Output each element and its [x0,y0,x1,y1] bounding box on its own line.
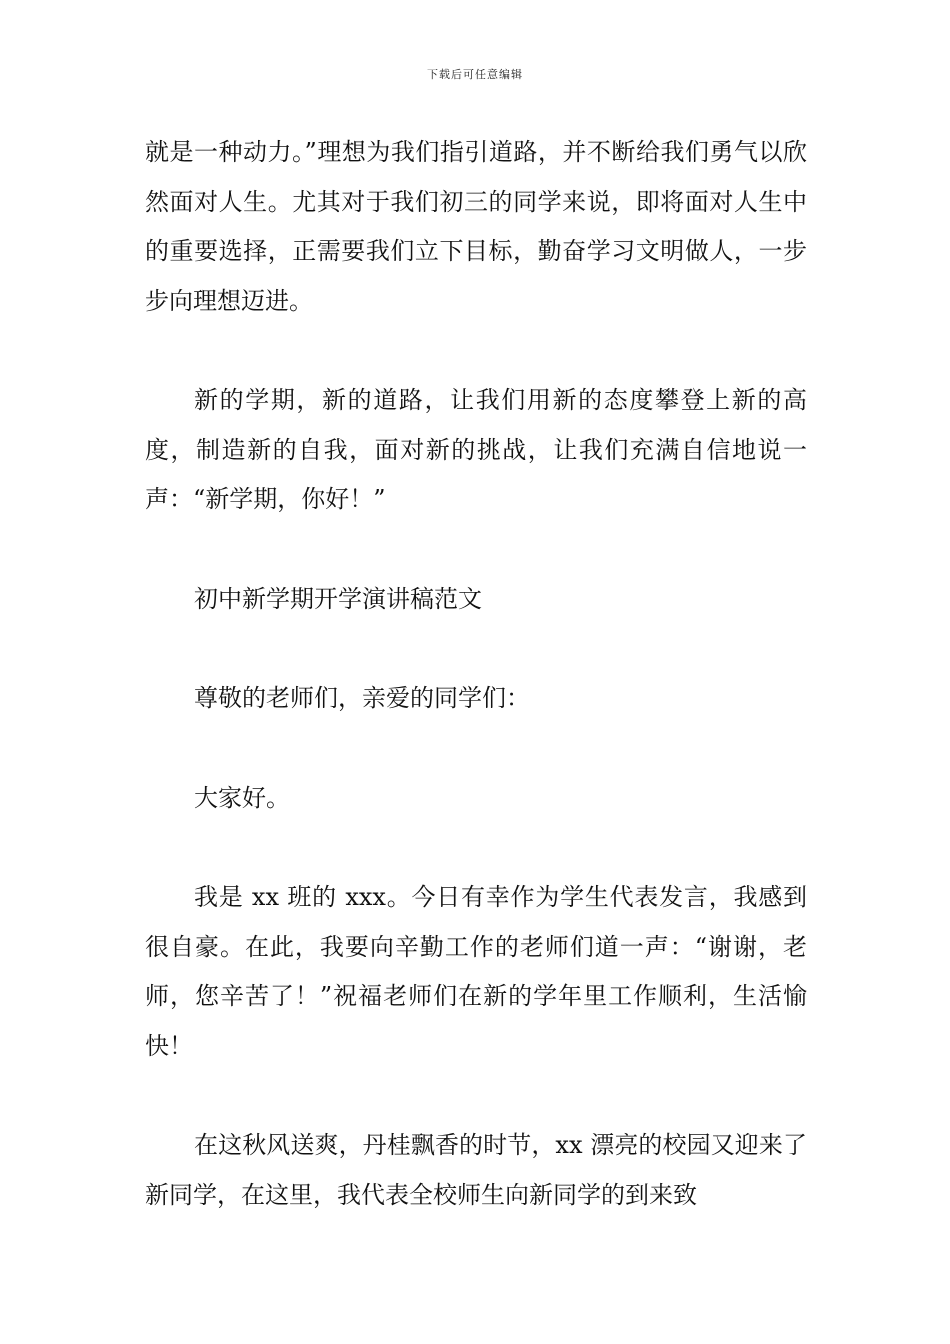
paragraph-new-semester: 新的学期，新的道路，让我们用新的态度攀登上新的高度，制造新的自我，面对新的挑战，让我们充满自信地说一声：“新学期，你好！” [145,386,807,513]
paragraph-gap [145,624,807,674]
paragraph-continuation: 就是一种动力。”理想为我们指引道路，并不断给我们勇气以欣然面对人生。尤其对于我们初三的同学来说，即将面对人生中的重要选择，正需要我们立下目标，勤奋学习文明做人，一步步向理想迈进。 [145,138,807,315]
paragraph-gap [145,326,807,376]
paragraph-welcome: 在这秋风送爽，丹桂飘香的时节，xx 漂亮的校园又迎来了新同学，在这里，我代表全校师生向新同学的到来致 [145,1131,807,1209]
paragraph-gap [145,525,807,575]
section-title: 初中新学期开学演讲稿范文 [194,584,482,613]
paragraph-gap [145,724,807,774]
header-note: 下载后可任意编辑 [427,68,523,81]
paragraph-gap [145,823,807,873]
paragraph-introduction: 我是 xx 班的 xxx。今日有幸作为学生代表发言，我感到很自豪。在此，我要向辛勤工作的老师们道一声：“谢谢，老师，您辛苦了！”祝福老师们在新的学年里工作顺利，生活愉快！ [145,883,807,1060]
greeting: 大家好。 [194,783,290,812]
salutation: 尊敬的老师们，亲爱的同学们： [194,684,530,712]
document-body [145,128,807,1220]
paragraph-gap [145,1071,807,1121]
